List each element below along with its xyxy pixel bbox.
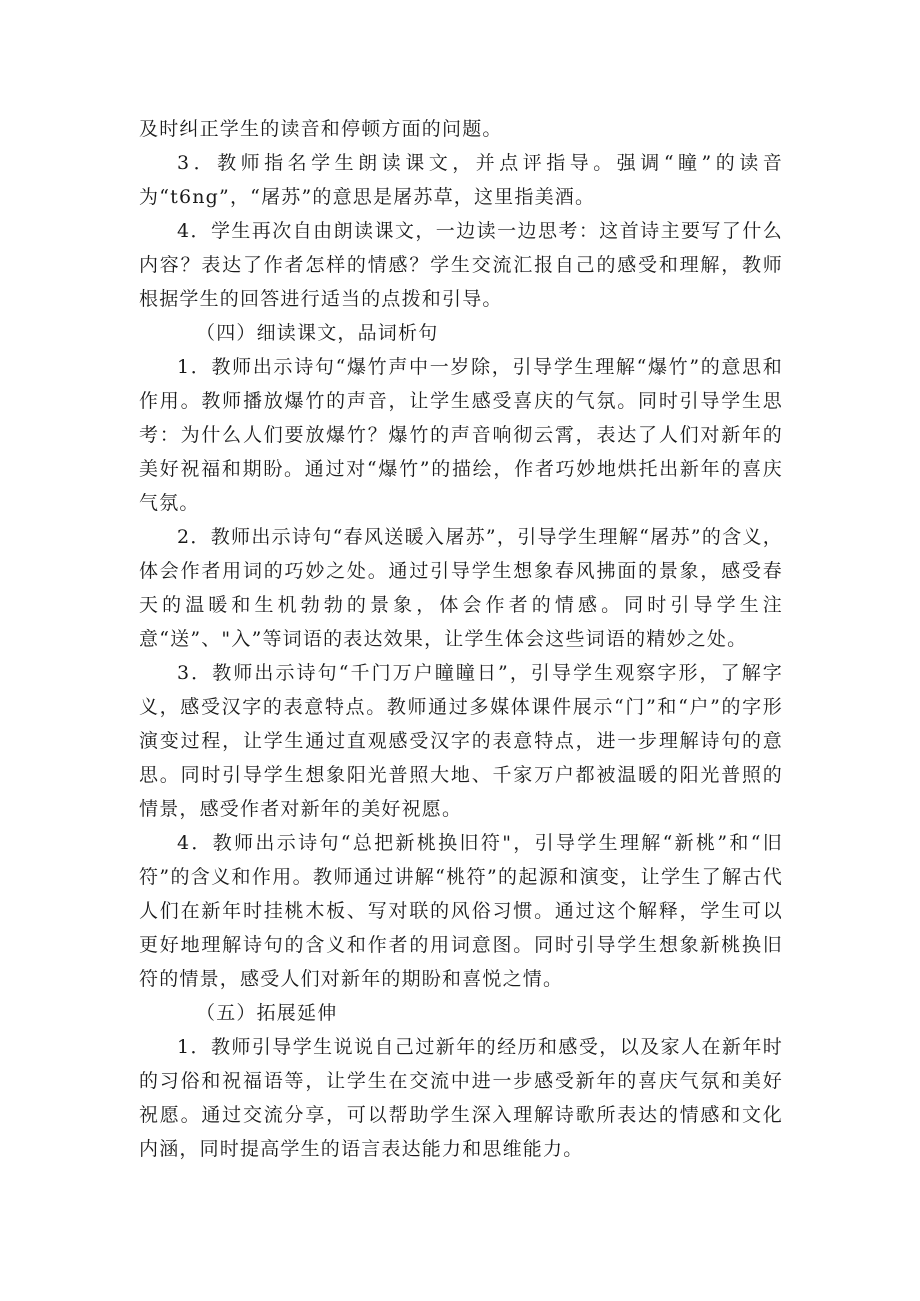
paragraph-detail-3: 3．教师出示诗句“千门万户瞳瞳日”，引导学生观察字形，了解字义，感受汉字的表意特点。教师通过多媒体课件展示“门”和“户”的字形演变过程，让学生通过直观感受汉字的表意特点，进一步理解诗句的意思。同时引导学生想象阳光普照大地、千家万户都被温暖的阳光普照的情景，感受作者对新年的美好祝愿。: [139, 662, 783, 820]
paragraph-detail-2: 2．教师出示诗句“春风送暖入屠苏”，引导学生理解“屠苏”的含义，体会作者用词的巧妙之处。通过引导学生想象春风拂面的景象，感受春天的温暖和生机勃勃的景象，体会作者的情感。同时引导学生注意“送”、"入”等词语的表达效果，让学生体会这些词语的精妙之处。: [139, 526, 783, 650]
paragraph-step-4: 4．学生再次自由朗读课文，一边读一边思考：这首诗主要写了什么内容？表达了作者怎样的情感？学生交流汇报自己的感受和理解，教师根据学生的回答进行适当的点拨和引导。: [139, 220, 783, 310]
paragraph-continuation: 及时纠正学生的读音和停顿方面的问题。: [139, 118, 503, 140]
paragraph-step-3: 3．教师指名学生朗读课文，并点评指导。强调“瞳”的读音为“t6ng”，“屠苏”的意思是屠苏草，这里指美酒。: [139, 152, 783, 208]
paragraph-detail-4: 4．教师出示诗句“总把新桃换旧符"，引导学生理解“新桃”和“旧符”的含义和作用。教师通过讲解“桃符”的起源和演变，让学生了解古代人们在新年时挂桃木板、写对联的风俗习惯。通过这个解释，学生可以更好地理解诗句的含义和作者的用词意图。同时引导学生想象新桃换旧符的情景，感受人们对新年的期盼和喜悦之情。: [139, 832, 783, 990]
section-heading-5: （五）拓展延伸: [196, 1002, 338, 1024]
section-heading-4: （四）细读课文，品词析句: [196, 322, 439, 344]
paragraph-detail-1: 1．教师出示诗句“爆竹声中一岁除，引导学生理解“爆竹”的意思和作用。教师播放爆竹的声音，让学生感受喜庆的气氛。同时引导学生思考：为什么人们要放爆竹？爆竹的声音响彻云霄，表达了人们对新年的美好祝福和期盼。通过对“爆竹”的描绘，作者巧妙地烘托出新年的喜庆气氛。: [139, 356, 783, 514]
paragraph-extension-1: 1．教师引导学生说说自己过新年的经历和感受，以及家人在新年时的习俗和祝福语等，让学生在交流中进一步感受新年的喜庆气氛和美好祝愿。通过交流分享，可以帮助学生深入理解诗歌所表达的情感和文化内涵，同时提高学生的语言表达能力和思维能力。: [139, 1036, 783, 1160]
document-body: [139, 112, 783, 1166]
